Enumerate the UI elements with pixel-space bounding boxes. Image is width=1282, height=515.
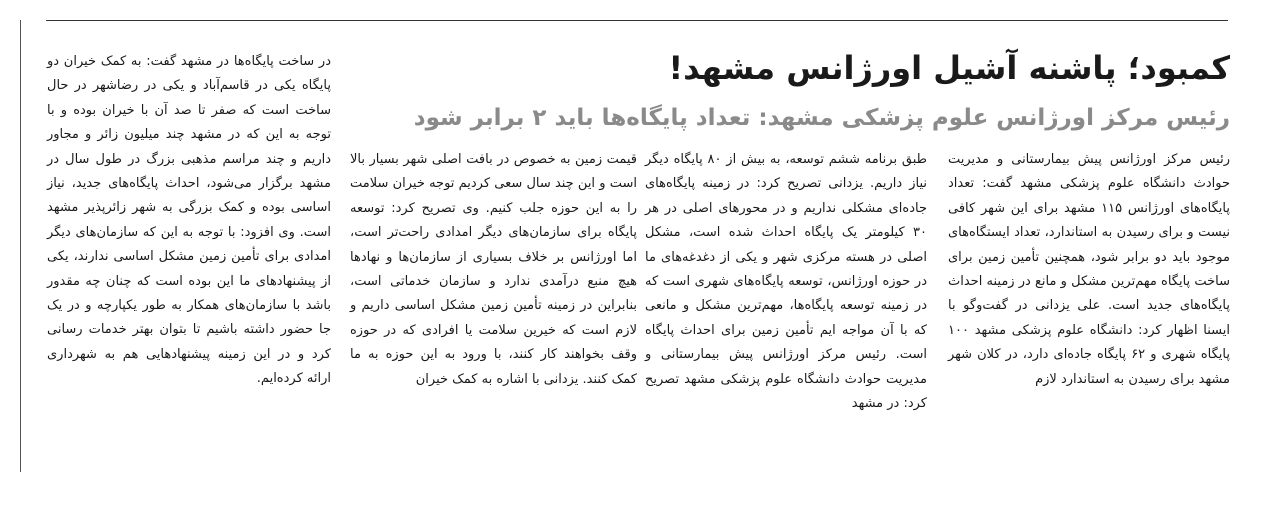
article-column-1: رئیس مرکز اورژانس پیش بیمارستانی و مدیریت حوادث دانشگاه علوم پزشکی مشهد گفت: تعداد پایگاه‌های اورژانس ۱۱۵ مشهد برای این شهر کافی نیست و برای رسیدن به استاندارد، تعداد ایستگاه‌های موجود باید دو برابر شود، همچنین تأمین زمین برای ساخت پایگاه مهم‌ترین مشکل و مانع در زمینه احداث پایگاه‌های جدید است. علی یزدانی در گفت‌وگو با ایسنا اظهار کرد: دانشگاه علوم پزشکی مشهد ۱۰۰ پایگاه شهری و ۶۲ پایگاه جاده‌ای دارد، در کلان شهر مشهد برای رسیدن به استاندارد لازم xyxy=(948,152,1231,387)
article-column-2: طبق برنامه ششم توسعه، به بیش از ۸۰ پایگاه دیگر نیاز داریم. یزدانی تصریح کرد: در زمینه پایگاه‌های جاده‌ای مشکلی نداریم و در محورهای اصلی در هر ۳۰ کیلومتر یک پایگاه احداث شده است، مشکل اصلی در هسته مرکزی شهر و یکی از دغدغه‌های ما در حوزه اورژانس، توسعه پایگاه‌های شهری است که در زمینه توسعه پایگاه‌ها، مهم‌ترین مشکل و مانعی که با آن مواجه ایم تأمین زمین برای احداث پایگاه است. رئیس مرکز اورژانس پیش بیمارستانی و مدیریت حوادث دانشگاه علوم پزشکی مشهد تصریح کرد: در مشهد xyxy=(645,152,927,412)
column-rule xyxy=(20,20,21,472)
top-rule xyxy=(46,20,1228,21)
article-column-4: در ساخت پایگاه‌ها در مشهد گفت: به کمک خیران دو پایگاه یکی در قاسم‌آباد و یکی در رضاشهر در حال ساخت است که صفر تا صد آن با خیران بوده و با توجه به این که در مشهد چند میلیون زائر و مجاور داریم و چند مراسم مذهبی بزرگ در طول سال در مشهد برگزار می‌شود، احداث پایگاه‌های جدید، نیاز اساسی بوده و کمک بزرگی به شهر زائرپذیر مشهد است. وی افزود: با توجه به این که سازمان‌های دیگر امدادی برای تأمین زمین مشکل اساسی ندارند، یکی از پیشنهادهای ما این بوده است که چنان چه مقدور باشد با سازمان‌های همکار به طور یکپارچه و در یک جا حضور داشته باشیم تا بتوان بهتر خدمات رسانی کرد و در این زمینه پیشنهادهایی هم به شهرداری ارائه کرده‌ایم. xyxy=(47,54,331,387)
headline: کمبود؛ پاشنه آشیل اورژانس مشهد! xyxy=(668,49,1230,87)
article-column-3: قیمت زمین به خصوص در بافت اصلی شهر بسیار بالا است و این چند سال سعی کردیم توجه خیران سلامت را به این حوزه جلب کنیم. وی تصریح کرد: توسعه پایگاه برای سازمان‌های دیگر امدادی راحت‌تر است، اما اورژانس بر خلاف بسیاری از سازمان‌ها و نهادها هیچ منبع درآمدی ندارد و سازمان خدماتی است، بنابراین در زمینه تأمین زمین مشکل اساسی داریم و لازم است که خیرین سلامت یا افرادی که در حوزه وقف بخواهند کار کنند، با ورود به این حوزه به ما کمک کنند. یزدانی با اشاره به کمک خیران xyxy=(350,152,637,387)
subheadline: رئیس مرکز اورژانس علوم پزشکی مشهد: تعداد پایگاه‌ها باید ۲ برابر شود xyxy=(413,105,1230,131)
